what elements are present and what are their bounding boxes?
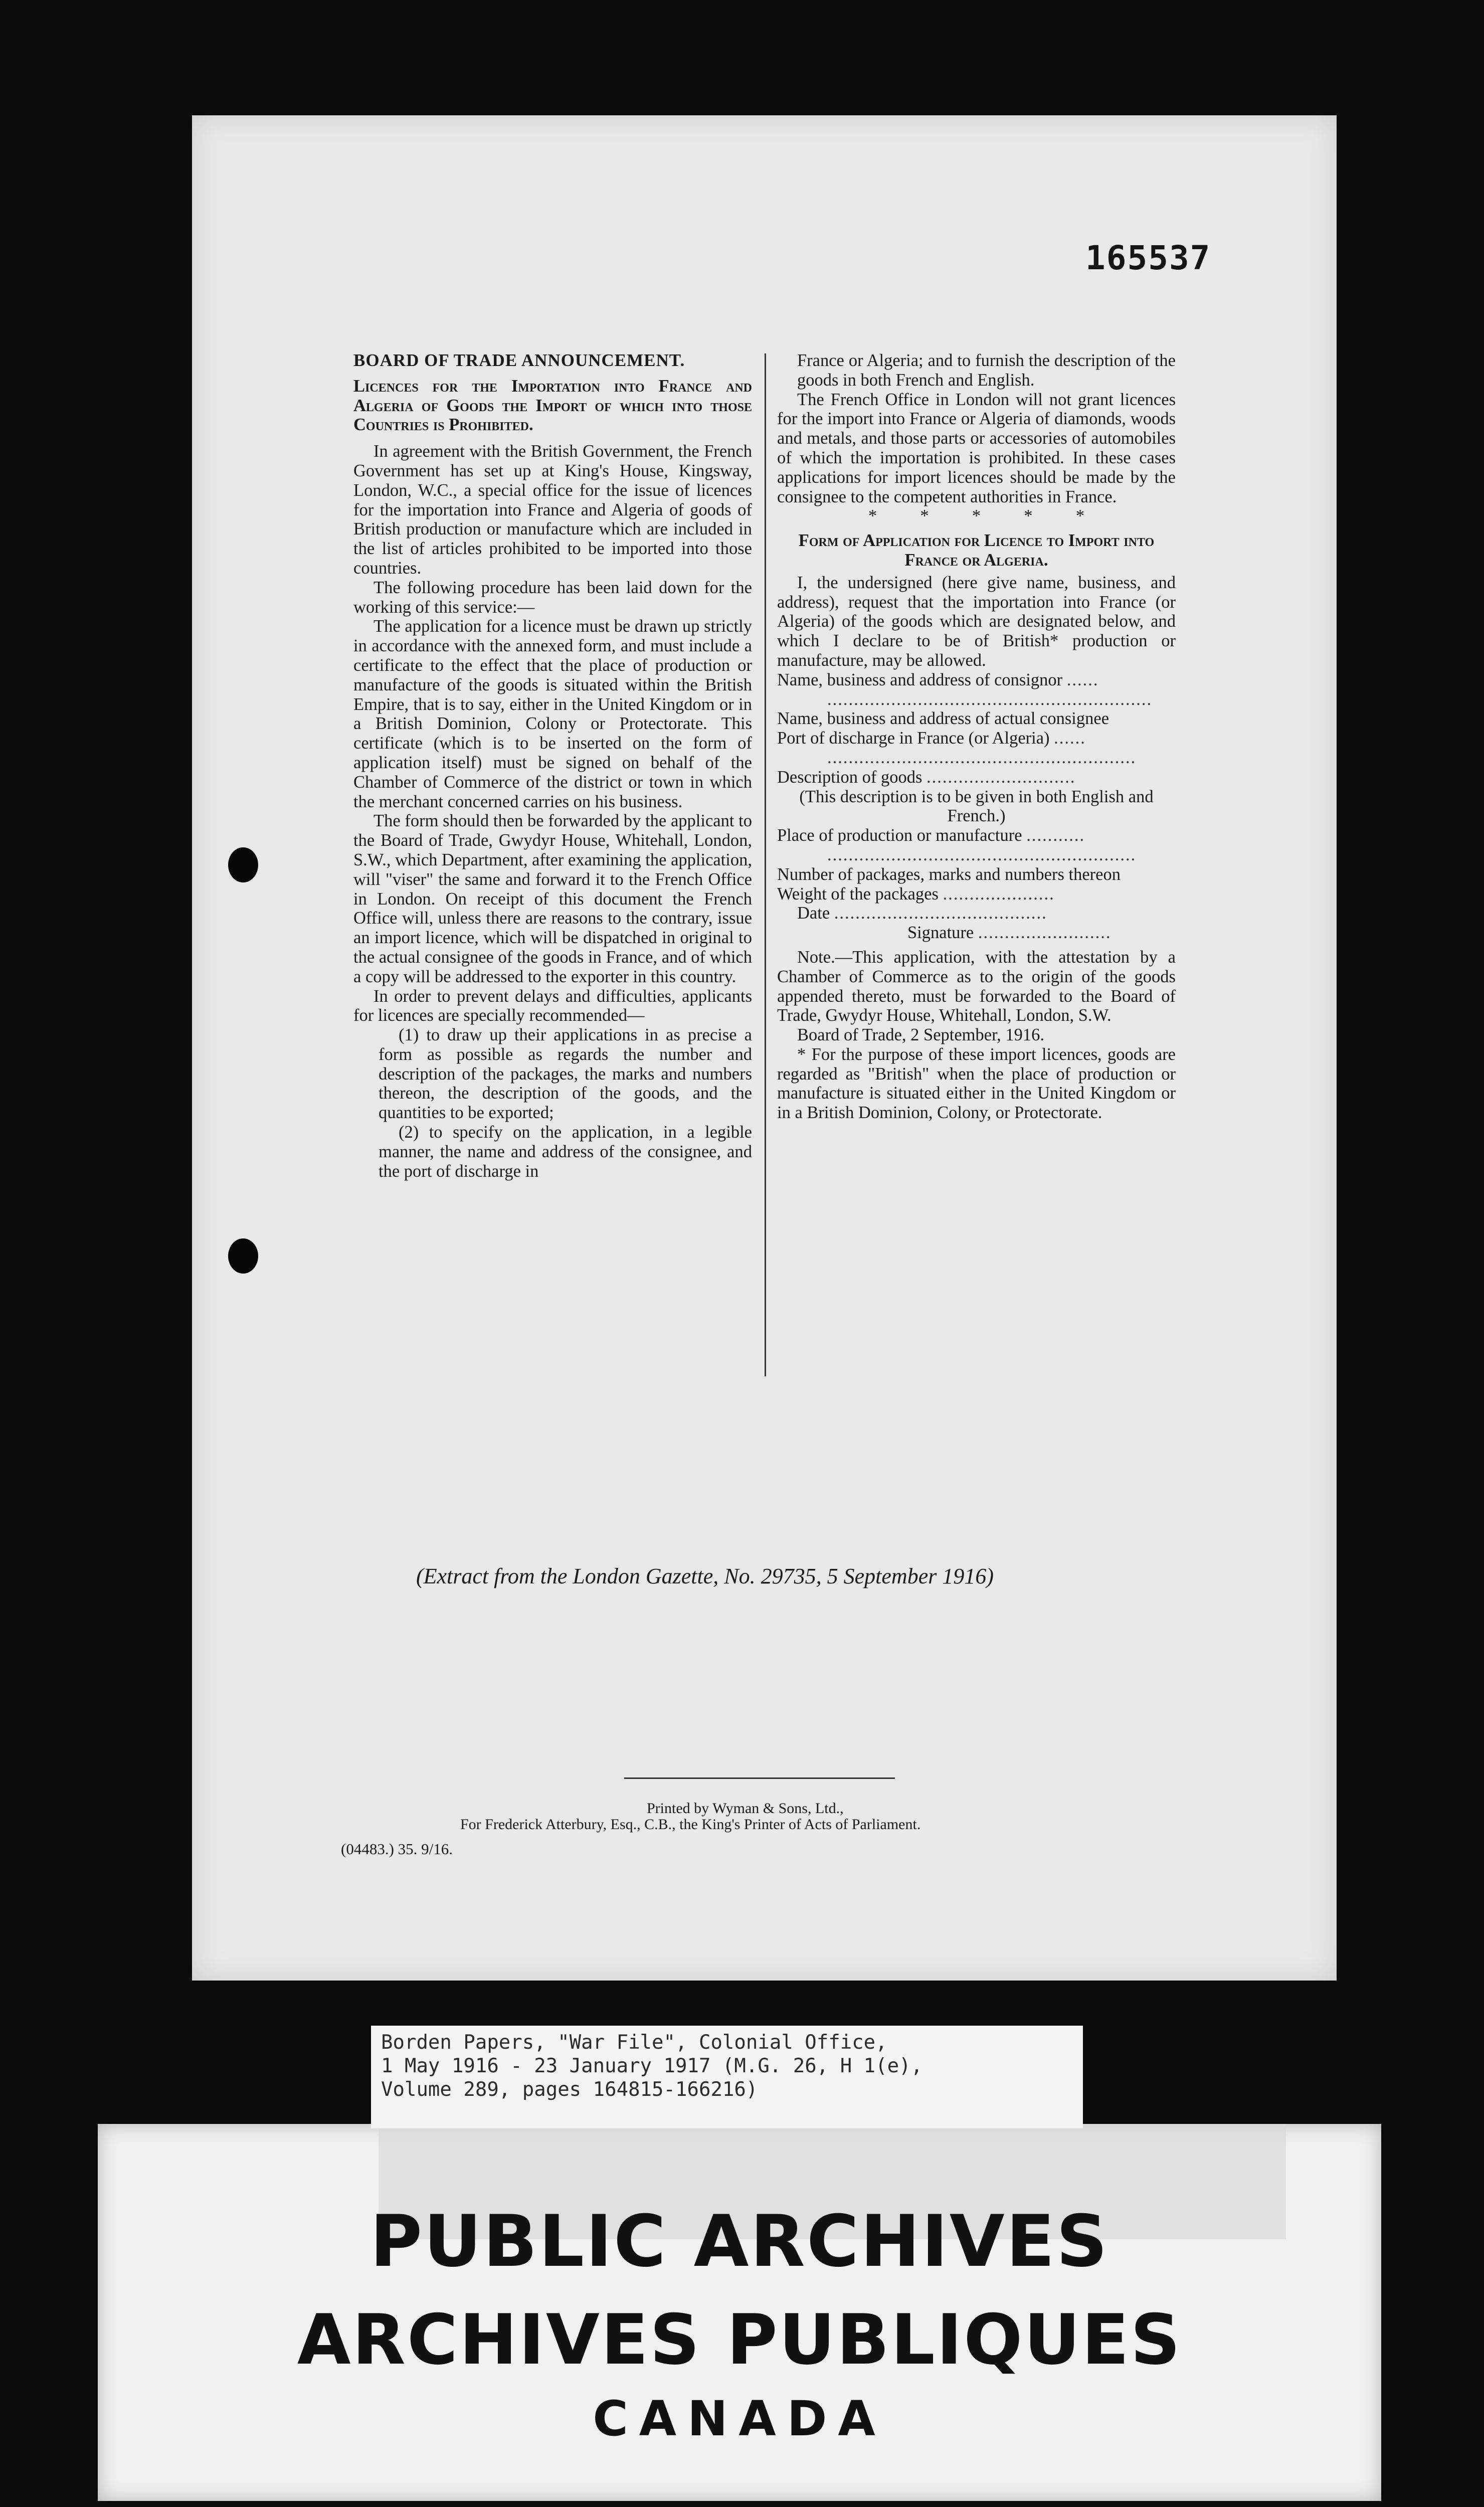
form-blank-line: ..........................................................	[827, 845, 1137, 864]
paragraph: France or Algeria; and to furnish the description of the goods in both French and English.	[797, 351, 1176, 390]
form-blank-line: .............................................................	[827, 689, 1153, 709]
catalog-line: Volume 289, pages 164815-166216)	[381, 2078, 758, 2101]
left-column	[353, 351, 752, 1181]
catalog-line: 1 May 1916 - 23 January 1917 (M.G. 26, H 1(e),	[381, 2055, 923, 2077]
stamp-number: 165537	[1085, 239, 1211, 277]
list-item: (2) to specify on the application, in a legible manner, the name and address of the consignee, and the port of discharge in	[379, 1123, 752, 1181]
form-field-note: (This description is to be given in both English and French.)	[799, 787, 1154, 826]
form-field-signature: Signature .........................	[907, 923, 1111, 943]
asterisk-divider: * * * * *	[868, 506, 1085, 526]
form-field-place: Place of production or manufacture ...........	[777, 826, 1085, 845]
form-heading: Form of Application for Licence to Import into France or Algeria.	[798, 531, 1155, 570]
footnote: * For the purpose of these import licences, goods are regarded as "British" when the place of production or manufacture is situated either in the United Kingdom or in a British Dominion, Colony, or Protectorate.	[777, 1044, 1176, 1123]
horizontal-rule	[624, 1777, 895, 1779]
gazette-extract-line: (Extract from the London Gazette, No. 29735, 5 September 1916)	[416, 1564, 994, 1588]
print-code: (04483.) 35. 9/16.	[341, 1840, 453, 1858]
form-field-date: Date ........................................	[797, 904, 1047, 923]
paragraph: I, the undersigned (here give name, business, and address), request that the importation into France (or Algeria) of the goods which are designated below, and which I declare to be of British* production or manufacture, may be allowed.	[777, 573, 1176, 670]
archive-title-fr: ARCHIVES PUBLIQUES	[297, 2299, 1182, 2380]
form-field-port: Port of discharge in France (or Algeria) ......	[777, 729, 1086, 748]
dated-line: Board of Trade, 2 September, 1916.	[797, 1025, 1045, 1045]
archive-card	[98, 2124, 1381, 2501]
printer-line: Printed by Wyman & Sons, Ltd.,	[647, 1800, 844, 1817]
column-divider	[765, 353, 766, 1376]
catalog-label	[371, 2026, 1083, 2128]
announcement-heading: BOARD OF TRADE ANNOUNCEMENT.	[353, 350, 685, 370]
paragraph: The form should then be forwarded by the applicant to the Board of Trade, Gwydyr House, Whitehall, London, S.W., which Department, after examining the application, will "viser" the same and forward it to the French Office in London. On receipt of this document the French Office will, unless there are reasons to the contrary, issue an import licence, which will be dispatched in original to the actual consignee of the goods in France, and of which a copy will be addressed to the exporter in this country.	[353, 811, 752, 986]
catalog-line: Borden Papers, "War File", Colonial Office,	[381, 2031, 887, 2054]
archive-title-en: PUBLIC ARCHIVES	[370, 2200, 1109, 2283]
announcement-subheading: Licences for the Importation into France and Algeria of Goods the Import of which into those Countries is Prohibited.	[353, 376, 752, 435]
right-column	[777, 351, 1176, 1123]
archive-country: CANADA	[593, 2391, 886, 2447]
form-blank-line: ..........................................................	[827, 748, 1137, 767]
form-field-consignor: Name, business and address of consignor ......	[777, 670, 1099, 689]
paragraph: The following procedure has been laid down for the working of this service:—	[353, 578, 752, 617]
note-paragraph: Note.—This application, with the attestation by a Chamber of Commerce as to the origin of the goods appended thereto, must be forwarded to the Board of Trade, Gwydyr House, Whitehall, London, S.W.	[777, 947, 1176, 1025]
form-field-consignee: Name, business and address of actual consignee	[777, 709, 1109, 729]
form-field-packages: Number of packages, marks and numbers thereon	[777, 864, 1121, 884]
paragraph: In order to prevent delays and difficulties, applicants for licences are specially recommended—	[353, 986, 752, 1025]
list-item: (1) to draw up their applications in as precise a form as possible as regards the number and description of the packages, the marks and numbers thereon, the description of the goods, and the quantities to be exported;	[379, 1025, 752, 1123]
punch-hole	[228, 847, 258, 882]
paragraph: In agreement with the British Government, the French Government has set up at King's House, Kingsway, London, W.C., a special office for the issue of licences for the importation into France and Algeria of goods of British production or manufacture which are included in the list of articles prohibited to be imported into those countries.	[353, 442, 752, 578]
form-field-description: Description of goods ............................	[777, 767, 1076, 787]
paragraph: The French Office in London will not grant licences for the import into France or Algeria of diamonds, woods and metals, and those parts or accessories of automobiles of which the importation is prohibited. In these cases applications for import licences should be made by the consignee to the competent authorities in France.	[777, 390, 1176, 506]
paragraph: The application for a licence must be drawn up strictly in accordance with the annexed form, and must include a certificate to the effect that the place of production or manufacture of the goods is situated within the British Empire, that is to say, either in the United Kingdom or in a British Dominion, Colony or Protectorate. This certificate (which is to be inserted on the form of application itself) must be signed on behalf of the Chamber of Commerce of the district or town in which the merchant concerned carries on his business.	[353, 617, 752, 811]
form-field-weight: Weight of the packages .....................	[777, 884, 1055, 904]
punch-hole	[228, 1238, 258, 1274]
printer-line: For Frederick Atterbury, Esq., C.B., the King's Printer of Acts of Parliament.	[460, 1816, 921, 1833]
